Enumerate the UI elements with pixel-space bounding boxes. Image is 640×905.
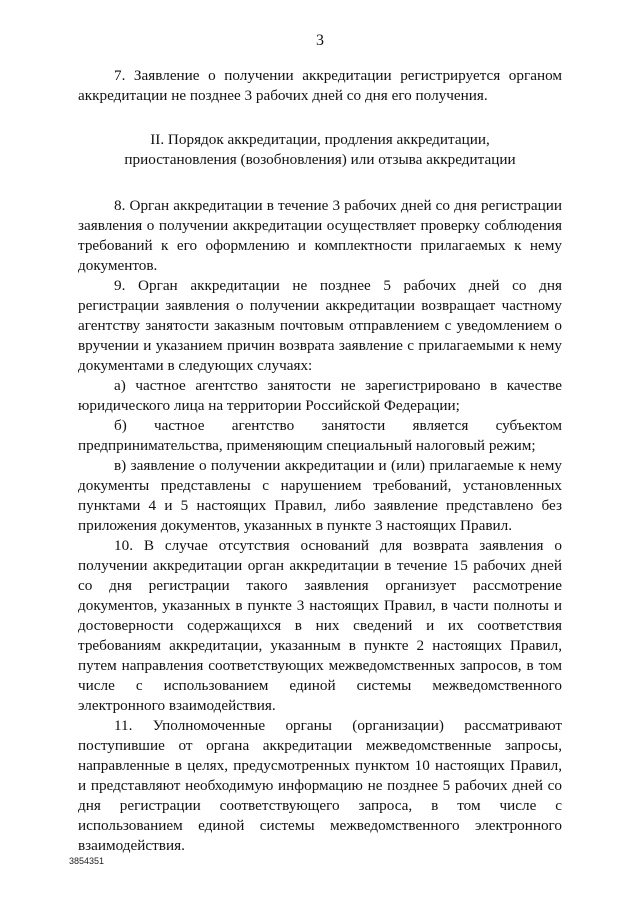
section-heading-line-2: приостановления (возобновления) или отзыва аккредитации (124, 151, 516, 168)
section-heading (78, 130, 562, 170)
paragraph-10: 10. В случае отсутствия оснований для возврата заявления о получении аккредитации орган аккредитации в течение 15 рабочих дней со дня регистрации такого заявления организует рассмотрение документов, указанных в пункте 3 настоящих Правил, в части полноты и достоверности содержащихся в них сведений и их соответствия требованиям аккредитации, указанным в пункте 2 настоящих Правил, путем направления соответствующих межведомственных запросов, в том числе с использованием единой системы межведомственного электронного взаимодействия. (78, 537, 562, 714)
paragraph-8: 8. Орган аккредитации в течение 3 рабочих дней со дня регистрации заявления о получении аккредитации осуществляет проверку соблюдения требований к его оформлению и комплектности прилагаемых к нему документов. (78, 197, 562, 274)
section-heading-line-1: II. Порядок аккредитации, продления аккредитации, (150, 131, 490, 148)
document-body (78, 66, 562, 856)
paragraph-7: 7. Заявление о получении аккредитации регистрируется органом аккредитации не позднее 3 рабочих дней со дня его получения. (78, 67, 562, 104)
paragraph-9a: а) частное агентство занятости не зарегистрировано в качестве юридического лица на территории Российской Федерации; (78, 377, 562, 414)
paragraph-9: 9. Орган аккредитации не позднее 5 рабочих дней со дня регистрации заявления о получении аккредитации возвращает частному агентству занятости заказным почтовым отправлением с уведомлением о вручении и указанием причин возврата заявление с прилагаемыми к нему документами в следующих случаях: (78, 277, 562, 374)
document-code: 3854351 (69, 856, 105, 866)
page-number: 3 (316, 32, 324, 49)
paragraph-9b: б) частное агентство занятости является субъектом предпринимательства, применяющим специальный налоговый режим; (78, 417, 562, 454)
paragraph-11: 11. Уполномоченные органы (организации) рассматривают поступившие от органа аккредитации межведомственные запросы, направленные в целях, предусмотренных пунктом 10 настоящих Правил, и представляют необходимую информацию не позднее 5 рабочих дней со дня регистрации соответствующего запроса, в том числе с использованием единой системы межведомственного электронного взаимодействия. (78, 717, 562, 854)
paragraph-9c: в) заявление о получении аккредитации и (или) прилагаемые к нему документы представлены с нарушением требований, установленных пунктами 4 и 5 настоящих Правил, либо заявление представлено без приложения документов, указанных в пункте 3 настоящих Правил. (78, 457, 562, 534)
